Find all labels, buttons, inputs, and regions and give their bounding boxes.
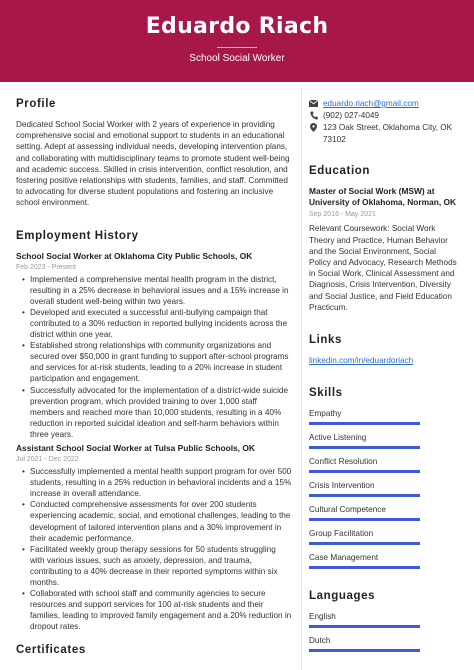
language-label: English: [309, 612, 336, 622]
job-entry: [16, 251, 292, 440]
skill-level-bar: [309, 446, 420, 449]
location-icon: [309, 123, 318, 132]
skill-level-fill: [309, 422, 420, 425]
language-label: Dutch: [309, 636, 331, 646]
language-level-fill: [309, 649, 420, 652]
links-heading: Links: [309, 334, 343, 347]
sidebar-column: [309, 97, 459, 659]
skill-level-fill: [309, 518, 420, 521]
profile-text: Dedicated School Social Worker with 2 years of experience in providing comprehensive social and emotional support to students in an educational setting. Adept at assessing individual needs, developing intervention plans, and collaborating with multidisciplinary teams to promote student well-being and academic success. Skilled in crisis intervention, conflict resolution, and fostering positive relationships with students, families, and staff. Committed to advocating for diverse student populations and fostering an inclusive school environment.: [16, 120, 290, 208]
skill-level-fill: [309, 470, 420, 473]
contact-address: [309, 122, 459, 144]
skill-label: Cultural Competence: [309, 505, 386, 515]
job-bullet: • Facilitated weekly group therapy sessions for 50 students struggling with various issues, such as anxiety, depression, and trauma, contributing to a 40% decrease in their reported symptoms within six months.: [16, 544, 292, 588]
skills-section: [309, 386, 459, 569]
skill-level-bar: [309, 518, 420, 521]
job-bullet: • Established strong relationships with community organizations and secured over $50,000 in grant funding to support after-school programs and services for at-risk students, leading to a 20% increase in student participation and engagement.: [16, 340, 292, 384]
skill-item: [309, 552, 459, 569]
contact-email: [309, 98, 459, 109]
skill-label: Crisis Intervention: [309, 481, 375, 491]
job-title: School Social Worker at Oklahoma City Public Schools, OK: [16, 250, 253, 261]
job-bullets: [16, 274, 292, 440]
languages-list: [309, 611, 459, 652]
skill-level-fill: [309, 446, 420, 449]
skill-level-bar: [309, 470, 420, 473]
job-title: Assistant School Social Worker at Tulsa Public Schools, OK: [16, 443, 255, 454]
education-description: Relevant Coursework: Social Work Theory and Practice, Human Behavior and the Social Environment, Social Policy and Advocacy, Research Methods in Social Work, Clinical Assessment and Diagnosis, Crisis Intervention, Diversity and Social Justice, and Field Education Practicum.: [309, 224, 457, 312]
link-item: [309, 355, 459, 366]
links-section: [309, 333, 459, 366]
employment-section: [16, 229, 292, 633]
certificates-heading: Certificates: [16, 644, 86, 657]
job-date: Feb 2023 - Present: [16, 263, 76, 271]
skill-level-bar: [309, 566, 420, 569]
languages-heading: Languages: [309, 590, 376, 603]
job-bullets: [16, 466, 292, 632]
phone-icon: [309, 111, 318, 120]
education-title: Master of Social Work (MSW) at University of Oklahoma, Norman, OK: [309, 185, 457, 208]
job-bullet: • Conducted comprehensive assessments for over 200 students experiencing academic, social, and emotional challenges, leading to the development of tailored intervention plans and a 30% improvement in their academic performance.: [16, 499, 292, 543]
address-text: 123 Oak Street, Oklahoma City, OK 73102: [323, 123, 453, 144]
education-date: Sep 2016 - May 2021: [309, 211, 376, 219]
profile-heading: Profile: [16, 98, 56, 110]
contact-section: [309, 98, 459, 145]
email-icon: [309, 99, 318, 108]
profile-section: [16, 97, 292, 209]
job-bullet: • Successfully advocated for the implementation of a district-wide suicide prevention program, which provided training to over 1,000 staff members and reached more than 10,000 students, resulting in a 40% reduction in reported suicidal ideation and self-harm behaviors within three years.: [16, 385, 292, 440]
skill-item: [309, 432, 459, 449]
skills-list: [309, 408, 459, 569]
candidate-role: School Social Worker: [189, 53, 285, 64]
column-divider: [301, 88, 302, 670]
job-bullet: • Developed and executed a successful anti-bullying campaign that contributed to a 30% reduction in reported bullying incidents across the district within one year.: [16, 307, 292, 340]
skill-label: Conflict Resolution: [309, 457, 378, 467]
header-divider: [217, 47, 257, 48]
language-level-bar: [309, 649, 420, 652]
job-entry: [16, 443, 292, 632]
skill-label: Case Management: [309, 553, 379, 563]
resume-header: [0, 0, 474, 82]
contact-phone: [309, 110, 459, 121]
employment-heading: Employment History: [16, 229, 139, 242]
skill-level-fill: [309, 542, 420, 545]
education-section: [309, 164, 459, 313]
phone-number: (902) 027-4049: [323, 111, 379, 121]
candidate-name: Eduardo Riach: [145, 14, 329, 39]
skill-label: Empathy: [309, 409, 342, 419]
skill-item: [309, 528, 459, 545]
skill-label: Active Listening: [309, 433, 367, 443]
education-heading: Education: [309, 164, 370, 177]
skill-level-fill: [309, 566, 420, 569]
skill-item: [309, 504, 459, 521]
skill-item: [309, 408, 459, 425]
job-bullet: • Successfully implemented a mental health support program for over 500 students, resulting in a 25% reduction in behavioral incidents and a 15% increase in overall attendance.: [16, 466, 292, 499]
skill-item: [309, 480, 459, 497]
main-column: [16, 97, 292, 657]
linkedin-link[interactable]: linkedin.com/in/eduardoriach: [309, 356, 414, 366]
certificates-section: [16, 643, 292, 657]
skill-level-bar: [309, 494, 420, 497]
skill-label: Group Facilitation: [309, 529, 374, 539]
email-link[interactable]: eduardo.riach@gmail.com: [323, 99, 419, 108]
language-level-fill: [309, 625, 420, 628]
job-bullet: • Collaborated with school staff and community agencies to secure resources and support services for 100 at-risk students and their families, leading to improved family engagement and a 20% reduction in dropout rates.: [16, 588, 292, 632]
languages-section: [309, 589, 459, 652]
language-item: [309, 611, 459, 628]
skill-item: [309, 456, 459, 473]
skill-level-bar: [309, 542, 420, 545]
language-level-bar: [309, 625, 420, 628]
job-bullet: • Implemented a comprehensive mental health program in the district, resulting in a 25% decrease in behavioral issues and a 15% increase in overall student well-being within two years.: [16, 274, 292, 307]
skill-level-bar: [309, 422, 420, 425]
job-date: Jul 2021 - Dec 2022: [16, 456, 79, 464]
skills-heading: Skills: [309, 387, 343, 400]
skill-level-fill: [309, 494, 420, 497]
language-item: [309, 635, 459, 652]
